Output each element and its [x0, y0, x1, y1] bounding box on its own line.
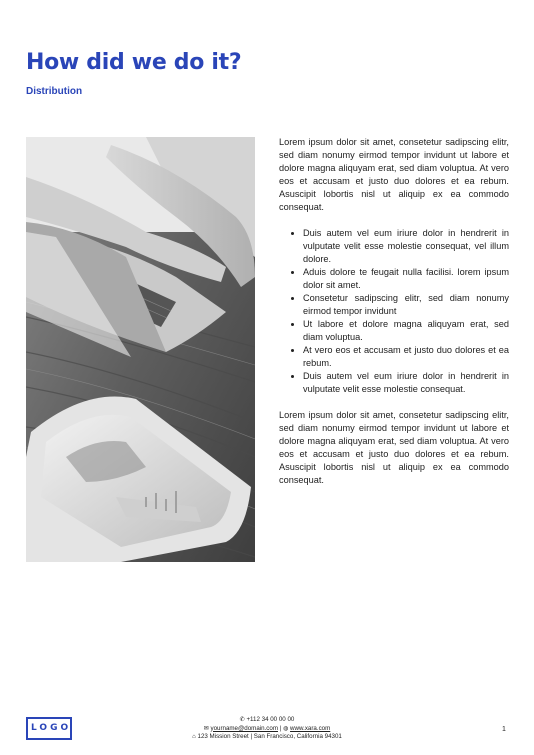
phone-icon: ✆ [239, 717, 245, 723]
bullet-list [279, 227, 509, 396]
list-item: • Aduis dolore te feugait nulla facilisi. lorem ipsum dolor sit amet. [303, 266, 509, 292]
footer-separator: | [279, 724, 282, 732]
list-item: • Consetetur sadipscing elitr, sed diam nonumy eirmod tempor invidunt [303, 292, 509, 318]
list-item: • At vero eos et accusam et justo duo dolores et ea rebum. [303, 344, 509, 370]
list-item: • Ut labore et dolore magna aliquyam erat, sed diam voluptua. [303, 318, 509, 344]
footer-address: 123 Mission Street | San Francisco, California 94301 [197, 733, 342, 740]
footer-phone: +112 34 00 00 00 [246, 716, 295, 723]
footer-email-link[interactable]: yourname@domain.com [210, 724, 278, 732]
section-subtitle: Distribution [26, 86, 83, 97]
footer-website-link[interactable]: www.xara.com [290, 724, 331, 732]
logo: LOGO [26, 717, 72, 740]
list-item: • Duis autem vel eum iriure dolor in hendrerit in vulputate velit esse molestie consequat, vel illum dolore. [303, 227, 509, 266]
laptop-tablet-photo [26, 137, 255, 562]
home-icon: ⌂ [192, 734, 196, 740]
closing-paragraph: Lorem ipsum dolor sit amet, consetetur sadipscing elitr, sed diam nonumy eirmod tempor invidunt ut labore et dolore magna aliquyam erat, sed diam voluptua. At vero eos et accusam et justo duo dolores et ea rebum. Asuscipit lobortis nisl ut aliquip ex ea commodo consequat. [279, 410, 509, 485]
page-number: 1 [502, 726, 506, 733]
body-text-column [279, 136, 509, 487]
list-item: • Duis autem vel eum iriure dolor in hendrerit in vulputate velit esse molestie consequat. [303, 370, 509, 396]
footer-contact [0, 716, 534, 742]
email-icon: ✉ [203, 725, 209, 732]
intro-paragraph: Lorem ipsum dolor sit amet, consetetur sadipscing elitr, sed diam nonumy eirmod tempor invidunt ut labore et dolore magna aliquyam erat, sed diam voluptua. At vero eos et accusam et justo duo dolores et ea rebum. Asuscipit lobortis nisl ut aliquip ex ea commodo consequat. [279, 137, 509, 212]
page-title: How did we do it? [26, 50, 242, 75]
globe-icon: ◍ [283, 725, 289, 732]
